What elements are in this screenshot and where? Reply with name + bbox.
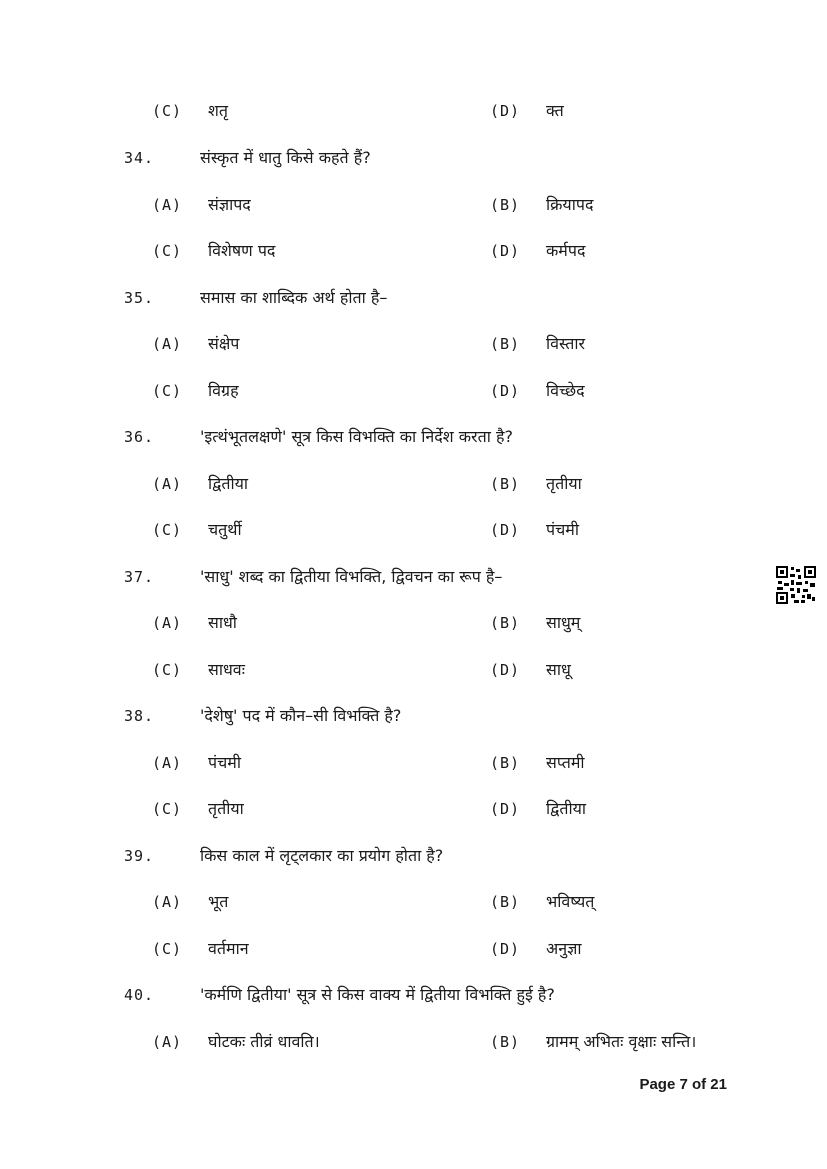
option-text: क्त (546, 101, 564, 120)
option-text: द्वितीया (546, 799, 587, 818)
option-text: अनुज्ञा (546, 938, 582, 958)
option-label: (C) (152, 521, 183, 539)
option-label: (A) (152, 753, 183, 772)
question-number: 36. (124, 428, 155, 446)
option-row (0, 96, 827, 126)
option-row (0, 655, 827, 685)
option-text: संक्षेप (208, 334, 240, 353)
option-text: कर्मपद (546, 241, 586, 260)
option-label: (C) (152, 102, 183, 120)
option-label: (D) (490, 521, 521, 539)
option-label: (B) (490, 1032, 521, 1051)
option-text: तृतीया (208, 799, 244, 818)
question-number: 40. (124, 986, 155, 1004)
option-text: भविष्यत् (546, 892, 595, 911)
option-text: सप्तमी (546, 752, 585, 772)
option-label: (C) (152, 939, 183, 958)
question-text: 'देशेषु' पद में कौन–सी विभक्ति है? (200, 706, 402, 725)
option-label: (A) (152, 1032, 183, 1051)
option-label: (B) (490, 614, 521, 632)
option-label: (D) (490, 939, 521, 958)
option-text: साधवः (208, 659, 245, 679)
option-label: (B) (490, 335, 521, 353)
qr-code-icon (776, 566, 816, 604)
option-text: वर्तमान (208, 938, 249, 958)
question-row (0, 143, 827, 173)
option-label: (A) (152, 474, 183, 493)
option-row (0, 515, 827, 545)
question-text: समास का शाब्दिक अर्थ होता है– (200, 287, 388, 307)
option-label: (D) (490, 800, 521, 818)
option-text: विस्तार (546, 334, 586, 353)
question-row (0, 562, 827, 592)
question-text: संस्कृत में धातु किसे कहते हैं? (200, 148, 371, 167)
option-text: शतृ (208, 101, 229, 120)
option-text: घोटकः तीव्रं धावति। (208, 1031, 320, 1051)
option-label: (D) (490, 381, 521, 400)
question-number: 34. (124, 149, 155, 167)
page-number: Page 7 of 21 (639, 1076, 727, 1093)
option-text: संज्ञापद (208, 194, 251, 214)
question-text: 'साधु' शब्द का द्वितीया विभक्ति, द्विवचन का रूप है– (200, 566, 503, 586)
option-row (0, 887, 827, 917)
option-row (0, 376, 827, 406)
option-text: द्वितीया (208, 473, 249, 493)
option-text: पंचमी (208, 752, 241, 772)
option-text: पंचमी (546, 520, 579, 539)
option-row (0, 1027, 827, 1057)
question-text: किस काल में लृट्लकार का प्रयोग होता है? (200, 845, 444, 865)
option-label: (C) (152, 242, 183, 260)
option-label: (D) (490, 102, 521, 120)
option-label: (B) (490, 195, 521, 214)
option-text: विशेषण पद (208, 241, 276, 260)
question-number: 39. (124, 846, 155, 865)
question-text: 'इत्थंभूतलक्षणे' सूत्र किस विभक्ति का निर्देश करता है? (200, 427, 513, 446)
option-text: क्रियापद (546, 194, 594, 214)
question-row (0, 701, 827, 731)
question-row (0, 422, 827, 452)
option-text: ग्रामम् अभितः वृक्षाः सन्ति। (546, 1031, 697, 1051)
question-row (0, 980, 827, 1010)
option-text: भूत (208, 892, 229, 911)
question-text: 'कर्मणि द्वितीया' सूत्र से किस वाक्य में द्वितीया विभक्ति हुई है? (200, 985, 555, 1004)
question-number: 35. (124, 288, 155, 307)
option-label: (B) (490, 893, 521, 911)
question-number: 37. (124, 567, 155, 586)
option-label: (C) (152, 800, 183, 818)
option-text: चतुर्थी (208, 520, 242, 539)
option-row (0, 469, 827, 499)
option-row (0, 190, 827, 220)
option-text: साधू (546, 659, 571, 679)
option-row (0, 748, 827, 778)
option-label: (A) (152, 195, 183, 214)
option-text: तृतीया (546, 473, 582, 493)
option-row (0, 794, 827, 824)
option-label: (D) (490, 660, 521, 679)
option-row (0, 934, 827, 964)
option-label: (C) (152, 660, 183, 679)
option-label: (A) (152, 614, 183, 632)
option-row (0, 608, 827, 638)
option-label: (C) (152, 381, 183, 400)
option-text: साधौ (208, 613, 237, 632)
option-text: विच्छेद (546, 380, 585, 400)
option-row (0, 329, 827, 359)
question-number: 38. (124, 707, 155, 725)
option-label: (B) (490, 474, 521, 493)
option-text: विग्रह (208, 380, 239, 400)
option-label: (A) (152, 335, 183, 353)
question-row (0, 841, 827, 871)
option-label: (D) (490, 242, 521, 260)
question-row (0, 283, 827, 313)
option-row (0, 236, 827, 266)
option-label: (A) (152, 893, 183, 911)
option-label: (B) (490, 753, 521, 772)
option-text: साधुम् (546, 613, 581, 632)
